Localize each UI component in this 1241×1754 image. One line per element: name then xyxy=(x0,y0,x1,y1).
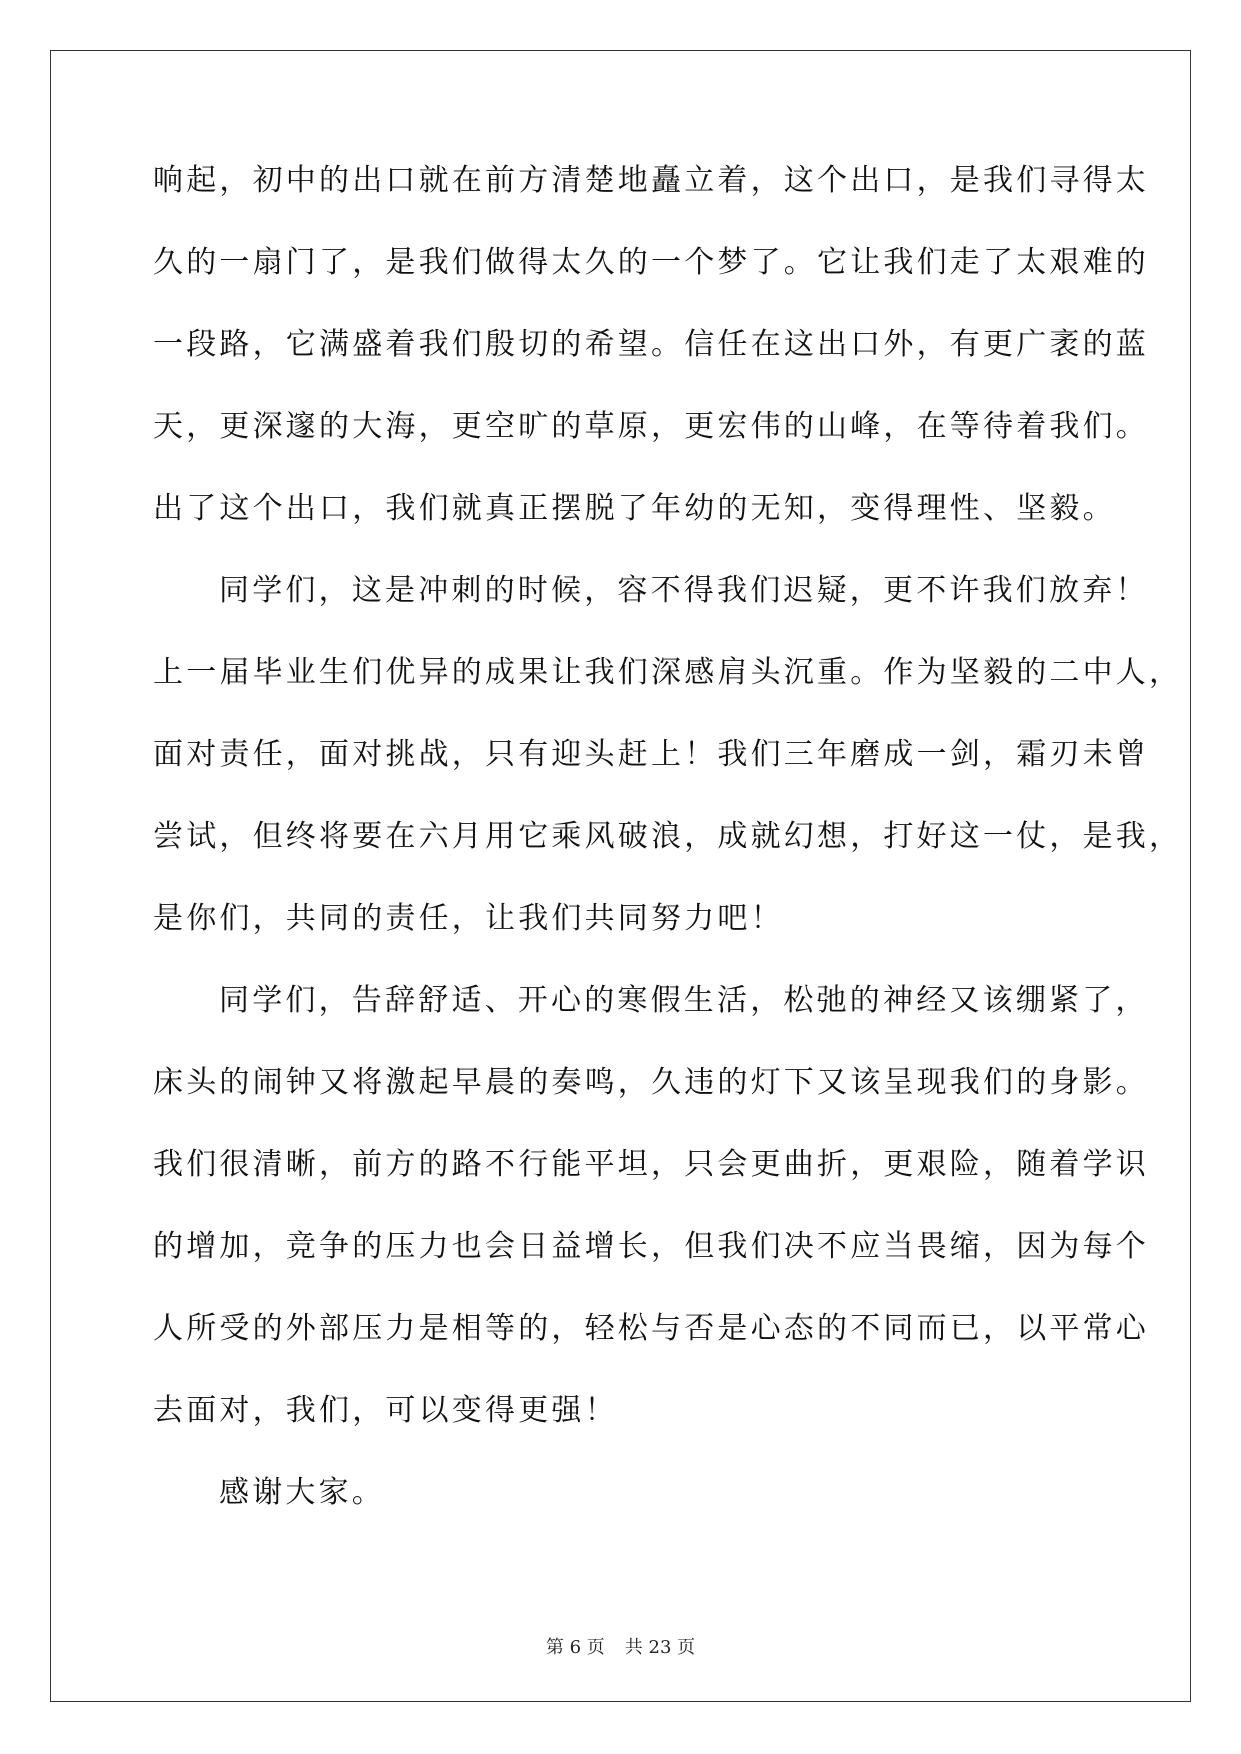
text-line: 面对责任，面对挑战，只有迎头赶上！我们三年磨成一剑，霜刃未曾 xyxy=(153,737,1149,772)
text-line: 响起，初中的出口就在前方清楚地矗立着，这个出口，是我们寻得太 xyxy=(153,163,1149,198)
paragraph-start-line: 感谢大家。 xyxy=(219,1475,385,1510)
paragraph-start-line: 同学们，这是冲刺的时候，容不得我们迟疑，更不许我们放弃！ xyxy=(219,573,1149,608)
text-line: 一段路，它满盛着我们殷切的希望。信任在这出口外，有更广袤的蓝 xyxy=(153,327,1149,362)
text-line: 人所受的外部压力是相等的，轻松与否是心态的不同而已，以平常心 xyxy=(153,1311,1149,1346)
page-footer xyxy=(0,1633,1241,1659)
text-line: 是你们，共同的责任，让我们共同努力吧！ xyxy=(153,901,784,936)
text-line: 上一届毕业生们优异的成果让我们深感肩头沉重。作为坚毅的二中人， xyxy=(153,655,1183,690)
text-line: 天，更深邃的大海，更空旷的草原，更宏伟的山峰，在等待着我们。 xyxy=(153,409,1149,444)
page-number-total: 共 23 页 xyxy=(624,1637,696,1658)
document-body xyxy=(153,158,1183,1552)
text-line: 的增加，竞争的压力也会日益增长，但我们决不应当畏缩，因为每个 xyxy=(153,1229,1149,1264)
paragraph-start-line: 同学们，告辞舒适、开心的寒假生活，松弛的神经又该绷紧了， xyxy=(219,983,1149,1018)
text-line: 床头的闹钟又将激起早晨的奏鸣，久违的灯下又该呈现我们的身影。 xyxy=(153,1065,1149,1100)
text-line: 我们很清晰，前方的路不行能平坦，只会更曲折，更艰险，随着学识 xyxy=(153,1147,1149,1182)
text-line: 出了这个出口，我们就真正摆脱了年幼的无知，变得理性、坚毅。 xyxy=(153,491,1116,526)
page-number-current: 第 6 页 xyxy=(545,1637,605,1658)
text-line: 尝试，但终将要在六月用它乘风破浪，成就幻想，打好这一仗，是我， xyxy=(153,819,1183,854)
text-line: 去面对，我们，可以变得更强！ xyxy=(153,1393,618,1428)
text-line: 久的一扇门了，是我们做得太久的一个梦了。它让我们走了太艰难的 xyxy=(153,245,1149,280)
